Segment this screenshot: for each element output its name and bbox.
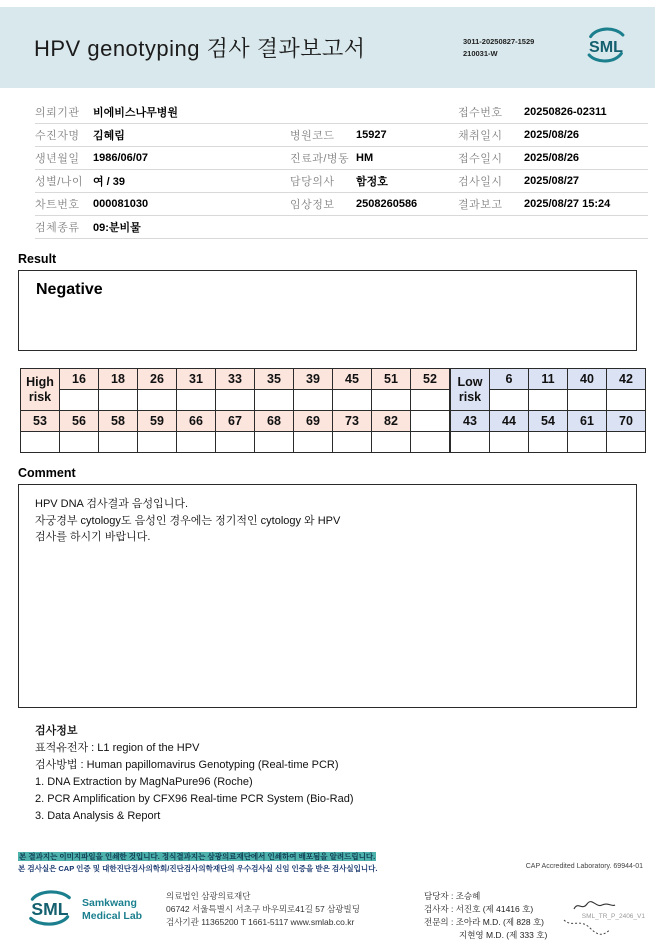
staff-line: 검사자 : 서진호 (제 41416 호) bbox=[424, 903, 534, 914]
hr-type: 35 bbox=[255, 369, 294, 390]
lr-type: 54 bbox=[529, 411, 568, 432]
comment-heading: Comment bbox=[18, 466, 76, 480]
hr-type: 45 bbox=[333, 369, 372, 390]
hr-type: 66 bbox=[177, 411, 216, 432]
hr-result-cell bbox=[216, 432, 255, 453]
table-row bbox=[35, 124, 648, 147]
field-label: 채취일시 bbox=[458, 130, 503, 142]
field-value: 2025/08/26 bbox=[524, 129, 580, 141]
field-label: 결과보고 bbox=[458, 199, 503, 211]
hr-type: 31 bbox=[177, 369, 216, 390]
field-label: 병원코드 bbox=[290, 130, 335, 142]
test-info-line: 3. Data Analysis & Report bbox=[35, 810, 161, 823]
field-value: 09:분비물 bbox=[93, 222, 141, 234]
hr-type: 69 bbox=[294, 411, 333, 432]
sml-logo-icon bbox=[24, 888, 76, 933]
table-row bbox=[35, 216, 648, 239]
staff-line: 지현영 M.D. (제 333 호) bbox=[459, 930, 548, 941]
hr-result-cell bbox=[294, 432, 333, 453]
field-label: 성별/나이 bbox=[35, 176, 84, 188]
field-value: 2025/08/27 15:24 bbox=[524, 198, 611, 210]
field-label: 검사일시 bbox=[458, 176, 503, 188]
high-risk-table bbox=[20, 368, 450, 453]
field-value: 000081030 bbox=[93, 198, 149, 210]
test-info-line: 검사방법 : Human papillomavirus Genotyping (Real-time PCR) bbox=[35, 759, 339, 772]
hr-type: 73 bbox=[333, 411, 372, 432]
hr-result-cell bbox=[411, 432, 450, 453]
field-label: 접수일시 bbox=[458, 153, 503, 165]
org-line: 의료법인 삼광의료재단 bbox=[166, 890, 251, 901]
org-line: 06742 서울특별시 서초구 바우뫼로41길 57 삼광빌딩 bbox=[166, 903, 360, 914]
table-row bbox=[35, 101, 648, 124]
lr-result-cell bbox=[607, 432, 646, 453]
staff-block bbox=[424, 890, 547, 942]
lr-result-cell bbox=[451, 432, 490, 453]
field-label: 차트번호 bbox=[35, 199, 80, 211]
page-title: HPV genotyping 검사 결과보고서 bbox=[34, 36, 366, 61]
field-value: 20250826-02311 bbox=[524, 106, 607, 118]
lab-address-block bbox=[166, 890, 414, 930]
hr-result-cell bbox=[294, 390, 333, 411]
test-info-line: 2. PCR Amplification by CFX96 Real-time PCR System (Bio-Rad) bbox=[35, 793, 354, 806]
hr-type: 33 bbox=[216, 369, 255, 390]
field-label: 의뢰기관 bbox=[35, 107, 80, 119]
hr-type: 51 bbox=[372, 369, 411, 390]
lr-type: 11 bbox=[529, 369, 568, 390]
notice-accreditation: 본 검사실은 CAP 인증 및 대한진단검사의학회/진단검사의학재단의 우수검사실 신임 인증을 받은 검사실입니다. bbox=[18, 863, 378, 873]
staff-line: 전문의 : 조아라 M.D. (제 828 호) bbox=[424, 916, 545, 927]
hr-result-cell bbox=[177, 390, 216, 411]
notices bbox=[18, 851, 655, 874]
field-label: 진료과/병동 bbox=[290, 153, 350, 165]
document-code: SML_TR_P_2406_V1 bbox=[581, 913, 645, 920]
hr-type: 53 bbox=[21, 411, 60, 432]
hr-type: 39 bbox=[294, 369, 333, 390]
sml-logo-text: SML bbox=[31, 898, 69, 919]
hr-type: 68 bbox=[255, 411, 294, 432]
hr-result-cell bbox=[99, 390, 138, 411]
result-value: Negative bbox=[36, 281, 103, 298]
footer bbox=[24, 888, 655, 942]
low-risk-table bbox=[450, 368, 646, 453]
notice-highlighted: 본 결과지는 이미지파일을 인쇄한 것입니다. 정식결과지는 삼광의료재단에서 인쇄하여 배포됨을 알려드립니다. bbox=[19, 852, 376, 862]
lr-type: 42 bbox=[607, 369, 646, 390]
patient-info-table bbox=[35, 101, 648, 239]
test-info bbox=[35, 723, 655, 825]
high-risk-label: High risk bbox=[21, 369, 60, 411]
staff-line: 담당자 : 조승혜 bbox=[424, 890, 481, 901]
table-row bbox=[35, 170, 648, 193]
sml-logo-icon bbox=[583, 23, 629, 72]
comment-line: 자궁경부 cytology도 음성인 경우에는 정기적인 cytology 와 HPV bbox=[35, 514, 341, 527]
field-value: 함정호 bbox=[356, 176, 388, 188]
hr-result-cell bbox=[21, 432, 60, 453]
test-info-line: 1. DNA Extraction by MagNaPure96 (Roche) bbox=[35, 776, 253, 789]
lr-type: 6 bbox=[490, 369, 529, 390]
hr-result-cell bbox=[255, 390, 294, 411]
test-info-heading: 검사정보 bbox=[35, 725, 78, 737]
hr-result-cell bbox=[60, 432, 99, 453]
hr-type: 59 bbox=[138, 411, 177, 432]
report-code-2: 210031-W bbox=[463, 48, 498, 58]
low-risk-label: Low risk bbox=[451, 369, 490, 411]
lr-type: 70 bbox=[607, 411, 646, 432]
report-code-1: 3011-20250827-1529 bbox=[463, 37, 535, 47]
hr-result-cell bbox=[60, 390, 99, 411]
hr-result-cell bbox=[138, 432, 177, 453]
lr-result-cell bbox=[490, 390, 529, 411]
field-value: 여 / 39 bbox=[93, 176, 126, 188]
lr-result-cell bbox=[568, 432, 607, 453]
hr-result-cell bbox=[138, 390, 177, 411]
field-label: 임상정보 bbox=[290, 199, 335, 211]
lr-result-cell bbox=[529, 432, 568, 453]
hr-result-cell bbox=[372, 432, 411, 453]
hr-type: 67 bbox=[216, 411, 255, 432]
lr-result-cell bbox=[490, 432, 529, 453]
result-heading: Result bbox=[18, 252, 57, 266]
field-value: 2025/08/27 bbox=[524, 175, 580, 187]
result-box bbox=[18, 270, 637, 351]
hr-result-cell bbox=[99, 432, 138, 453]
lr-result-cell bbox=[568, 390, 607, 411]
hr-result-cell bbox=[333, 390, 372, 411]
cap-accreditation-text: CAP Accredited Laboratory. 69944-01 bbox=[525, 863, 643, 871]
comment-box bbox=[18, 484, 637, 708]
comment-line: 검사를 하시기 바랍니다. bbox=[35, 531, 151, 543]
hr-result-cell bbox=[372, 390, 411, 411]
field-value: 1986/06/07 bbox=[93, 152, 149, 164]
sml-logo-text: SML bbox=[589, 37, 623, 56]
report-codes bbox=[463, 36, 583, 59]
field-value: 2025/08/26 bbox=[524, 152, 580, 164]
lr-type: 61 bbox=[568, 411, 607, 432]
footer-logo bbox=[24, 888, 166, 933]
field-label: 검체종류 bbox=[35, 222, 80, 234]
org-line: 검사기관 11365200 T 1661-5117 www.smlab.co.kr bbox=[166, 916, 355, 927]
table-row bbox=[35, 193, 648, 216]
field-value: 비에비스나무병원 bbox=[93, 107, 179, 119]
hr-result-cell bbox=[177, 432, 216, 453]
hr-result-cell bbox=[411, 390, 450, 411]
hr-result-cell bbox=[333, 432, 372, 453]
field-label: 접수번호 bbox=[458, 107, 503, 119]
lr-type: 43 bbox=[451, 411, 490, 432]
hr-type: 58 bbox=[99, 411, 138, 432]
field-value: 2508260586 bbox=[356, 198, 418, 210]
lr-type: 40 bbox=[568, 369, 607, 390]
hr-result-cell bbox=[216, 390, 255, 411]
lab-name: Samkwang Medical Lab bbox=[82, 896, 143, 923]
hr-type: 18 bbox=[99, 369, 138, 390]
hr-type: 52 bbox=[411, 369, 450, 390]
table-row bbox=[35, 147, 648, 170]
lr-type: 44 bbox=[490, 411, 529, 432]
header-band bbox=[0, 7, 655, 88]
hr-result-cell bbox=[255, 432, 294, 453]
lr-result-cell bbox=[529, 390, 568, 411]
field-value: 15927 bbox=[356, 129, 387, 141]
field-label: 담당의사 bbox=[290, 176, 335, 188]
field-value: HM bbox=[356, 152, 374, 164]
hr-result-cell bbox=[411, 411, 450, 432]
field-value: 김혜림 bbox=[93, 130, 125, 142]
field-label: 생년월일 bbox=[35, 153, 80, 165]
genotype-table bbox=[20, 368, 655, 453]
hr-type: 16 bbox=[60, 369, 99, 390]
field-label: 수진자명 bbox=[35, 130, 80, 142]
hr-type: 26 bbox=[138, 369, 177, 390]
hr-type: 56 bbox=[60, 411, 99, 432]
test-info-line: 표적유전자 : L1 region of the HPV bbox=[35, 742, 200, 755]
comment-line: HPV DNA 검사결과 음성입니다. bbox=[35, 498, 189, 510]
hr-type: 82 bbox=[372, 411, 411, 432]
lr-result-cell bbox=[607, 390, 646, 411]
